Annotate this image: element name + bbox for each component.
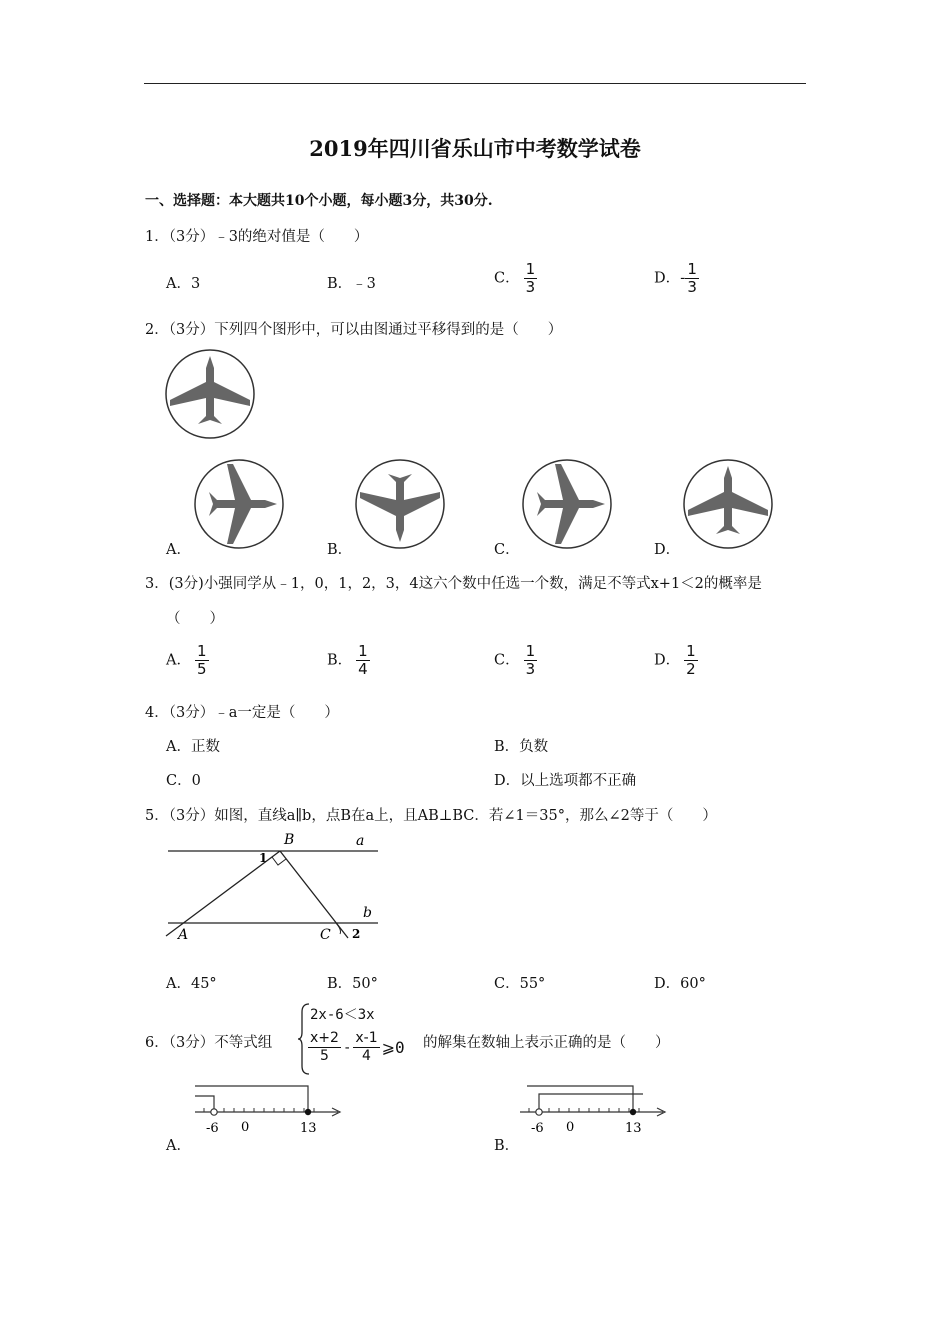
- q6-option-a[interactable]: A．: [166, 1138, 191, 1154]
- fraction: $\frac{x+2}{5}$: [310, 1030, 339, 1064]
- q4-option-b[interactable]: B．负数: [494, 739, 549, 755]
- q4-option-d[interactable]: D．以上选项都不正确: [494, 773, 637, 789]
- right-angle-mark: [272, 857, 286, 865]
- question-6-stem-end: 的解集在数轴上表示正确的是（ ）: [423, 1035, 670, 1051]
- number-line-a[interactable]: [190, 1082, 350, 1138]
- question-3-paren: （ ）: [166, 611, 224, 627]
- label-A: A: [178, 927, 189, 943]
- label-angle-2: 2: [352, 927, 361, 941]
- option-label: B．: [327, 652, 353, 669]
- number-line-b[interactable]: [515, 1082, 675, 1138]
- q2-option-c[interactable]: C．: [494, 542, 520, 558]
- q5-option-a[interactable]: A．45°: [166, 976, 217, 992]
- option-label: D．: [654, 270, 681, 287]
- label-b: b: [363, 905, 372, 921]
- fraction: $\frac{1}{2}$: [686, 642, 696, 678]
- option-label: C．: [494, 270, 520, 287]
- fraction: $\frac{1}{3}$: [687, 260, 697, 296]
- tick-label: 13: [300, 1121, 317, 1136]
- option-label: C．: [494, 652, 520, 669]
- fraction: $\frac{x-1}{4}$: [355, 1030, 378, 1064]
- option-label: A．: [166, 652, 191, 669]
- q1-option-d[interactable]: [654, 261, 699, 296]
- q2-option-d[interactable]: D．: [654, 542, 681, 558]
- label-a: a: [356, 833, 365, 849]
- tick-label: 0: [566, 1120, 575, 1135]
- option-c-airplane-figure[interactable]: [520, 457, 614, 551]
- q3-option-d[interactable]: [654, 643, 698, 678]
- q3-option-b[interactable]: [327, 643, 370, 678]
- fraction: $\frac{1}{4}$: [358, 642, 368, 678]
- page-title: 2019年四川省乐山市中考数学试卷: [309, 136, 641, 161]
- airplane-icon: [537, 464, 605, 544]
- parallel-lines-figure: [160, 826, 380, 944]
- fraction: $\frac{1}{3}$: [525, 260, 536, 296]
- minus-sign: -: [342, 1039, 352, 1056]
- question-6-stem-start: 6．（3分）不等式组: [145, 1035, 273, 1051]
- question-3-stem: 3．(3分)小强同学从﹣1，0，1，2，3，4这六个数中任选一个数，满足不等式x+1＜2的概率是: [145, 576, 762, 592]
- tick-label: -6: [531, 1121, 544, 1136]
- tick-label: 0: [241, 1120, 250, 1135]
- geq-zero: ⩾0: [381, 1038, 405, 1057]
- option-a-airplane-figure[interactable]: [192, 457, 286, 551]
- question-1-stem: 1．（3分）﹣3的绝对值是（ ）: [145, 229, 369, 245]
- inequality-1: 2x-6＜3x: [310, 1007, 375, 1023]
- fraction: $\frac{1}{5}$: [196, 642, 207, 678]
- q3-option-a[interactable]: [166, 643, 209, 678]
- q1-option-c[interactable]: [494, 261, 537, 296]
- header-rule: [144, 83, 806, 84]
- inequality-2: [308, 1030, 405, 1065]
- question-4-stem: 4．（3分）﹣a一定是（ ）: [145, 705, 339, 721]
- q4-option-a[interactable]: A．正数: [166, 739, 220, 755]
- section-heading: 一、选择题：本大题共10个小题，每小题3分，共30分.: [145, 193, 493, 209]
- minus-sign: -: [680, 270, 686, 287]
- label-C: C: [320, 927, 331, 943]
- option-b-airplane-figure[interactable]: [353, 457, 447, 551]
- q4-option-c[interactable]: C．0: [166, 773, 201, 789]
- option-label: D．: [654, 652, 681, 669]
- q1-option-a[interactable]: A．3: [166, 276, 201, 292]
- q1-option-b[interactable]: B．﹣3: [327, 276, 376, 292]
- question-5-stem: 5．（3分）如图，直线a∥b，点B在a上，且AB⊥BC．若∠1＝35°，那么∠2等于（ ）: [145, 808, 717, 824]
- label-B: B: [284, 832, 295, 848]
- airplane-icon: [360, 474, 440, 542]
- q2-option-a[interactable]: A．: [166, 542, 191, 558]
- tick-label: 13: [625, 1121, 642, 1136]
- label-angle-1: 1: [259, 851, 268, 865]
- tick-label: -6: [206, 1121, 219, 1136]
- reference-airplane-figure: [163, 347, 258, 442]
- airplane-icon: [688, 466, 768, 534]
- q3-option-c[interactable]: [494, 643, 537, 678]
- q6-option-b[interactable]: B．: [494, 1138, 520, 1154]
- q2-option-b[interactable]: B．: [327, 542, 353, 558]
- airplane-icon: [209, 464, 277, 544]
- airplane-icon: [170, 356, 250, 424]
- q5-option-b[interactable]: B．50°: [327, 976, 378, 992]
- q5-option-c[interactable]: C．55°: [494, 976, 546, 992]
- question-2-stem: 2．（3分）下列四个图形中，可以由图通过平移得到的是（ ）: [145, 322, 563, 338]
- fraction: $\frac{1}{3}$: [525, 642, 536, 678]
- q5-option-d[interactable]: D．60°: [654, 976, 706, 992]
- option-d-airplane-figure[interactable]: [681, 457, 775, 551]
